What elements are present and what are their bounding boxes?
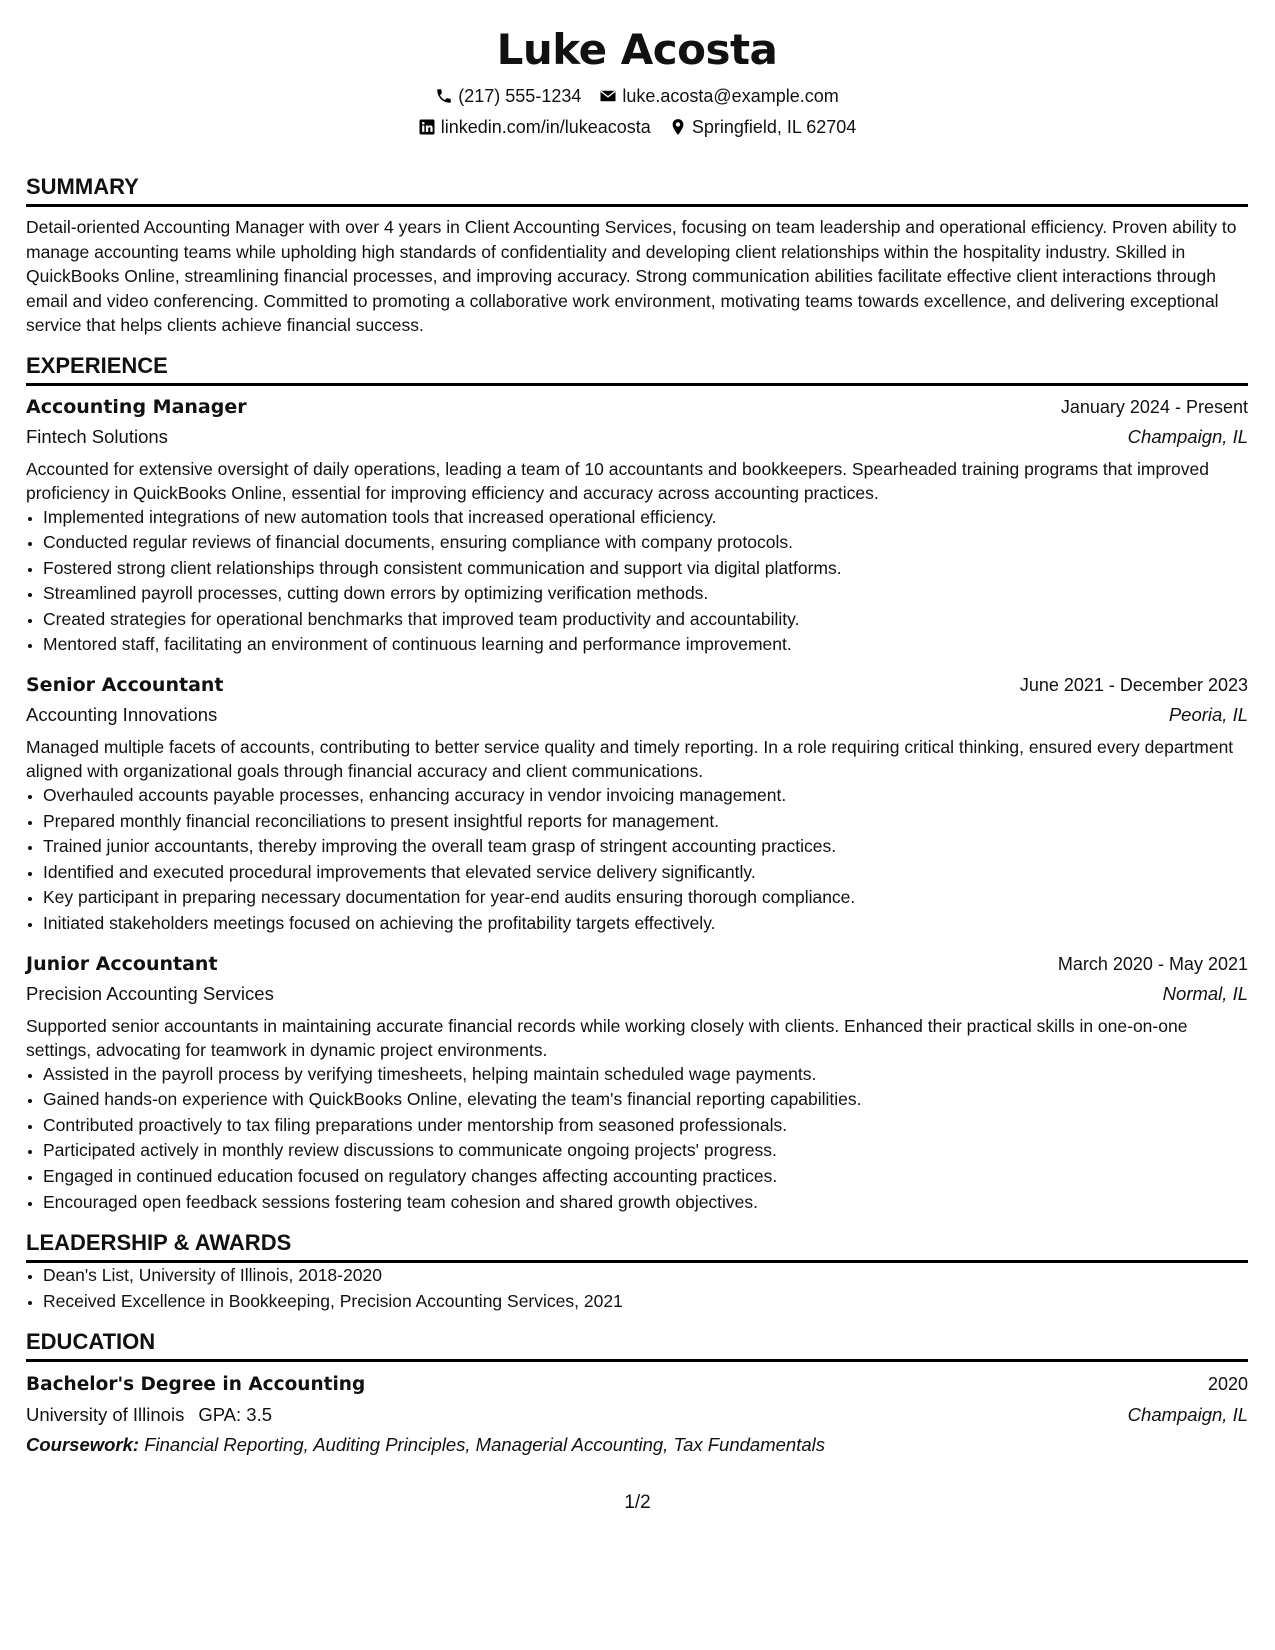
contact-row-secondary bbox=[26, 115, 1248, 139]
job-bullet: • Engaged in continued education focused on regulatory changes affecting accounting practices. bbox=[43, 1164, 1248, 1190]
contact-row-primary bbox=[26, 84, 1248, 108]
job-bullet: • Assisted in the payroll process by verifying timesheets, helping maintain scheduled wage payments. bbox=[43, 1062, 1248, 1088]
linkedin-text: linkedin.com/in/lukeacosta bbox=[440, 117, 651, 137]
job-description: Supported senior accountants in maintaining accurate financial records while working closely with clients. Enhanced their practical skills in one-on-one settings, advocating for teamwork in dynamic project environments. bbox=[26, 1015, 1188, 1060]
leadership-item: • Received Excellence in Bookkeeping, Precision Accounting Services, 2021 bbox=[43, 1289, 1248, 1315]
job-bullet: • Conducted regular reviews of financial documents, ensuring compliance with company protocols. bbox=[43, 530, 1248, 556]
job-bullet: • Participated actively in monthly review discussions to communicate ongoing projects' progress. bbox=[43, 1138, 1248, 1164]
contact-location bbox=[669, 115, 856, 139]
job-entry bbox=[26, 392, 1248, 659]
education-gpa: GPA: 3.5 bbox=[198, 1404, 273, 1426]
linkedin-icon bbox=[418, 118, 436, 136]
job-company: Accounting Innovations bbox=[26, 704, 218, 726]
coursework-label: Coursework: bbox=[26, 1434, 140, 1456]
job-bullets bbox=[26, 1062, 1248, 1216]
leadership-list bbox=[26, 1263, 1248, 1314]
job-bullet: • Contributed proactively to tax filing preparations under mentorship from seasoned professionals. bbox=[43, 1113, 1248, 1139]
candidate-name: Luke Acosta bbox=[496, 25, 778, 74]
job-bullet: • Encouraged open feedback sessions fostering team cohesion and shared growth objectives. bbox=[43, 1190, 1248, 1216]
section-title-education: EDUCATION bbox=[26, 1328, 1248, 1362]
job-bullets bbox=[26, 783, 1248, 937]
education-entry bbox=[26, 1369, 1248, 1460]
education-degree: Bachelor's Degree in Accounting bbox=[26, 1374, 366, 1396]
job-location: Peoria, IL bbox=[1168, 704, 1248, 726]
education-location: Champaign, IL bbox=[1127, 1404, 1248, 1426]
contact-linkedin[interactable] bbox=[418, 115, 651, 139]
job-company: Fintech Solutions bbox=[26, 425, 168, 447]
email-text: luke.acosta@example.com bbox=[622, 86, 839, 106]
job-bullet: • Prepared monthly financial reconciliations to present insightful reports for management. bbox=[43, 809, 1248, 835]
section-title-experience: EXPERIENCE bbox=[26, 352, 1248, 386]
job-bullet: • Overhauled accounts payable processes, enhancing accuracy in vendor invoicing management. bbox=[43, 783, 1248, 809]
leadership-item: • Dean's List, University of Illinois, 2018-2020 bbox=[43, 1263, 1248, 1289]
job-title: Senior Accountant bbox=[26, 674, 224, 697]
job-entry bbox=[26, 949, 1248, 1216]
map-pin-icon bbox=[669, 118, 687, 136]
contact-email[interactable] bbox=[599, 84, 838, 108]
job-location: Normal, IL bbox=[1162, 982, 1248, 1004]
job-dates: June 2021 - December 2023 bbox=[1019, 675, 1248, 696]
education-coursework bbox=[26, 1430, 1248, 1460]
job-entry bbox=[26, 670, 1248, 937]
resume-content bbox=[26, 0, 1248, 1460]
phone-text: (217) 555-1234 bbox=[458, 86, 582, 106]
job-bullets bbox=[26, 505, 1248, 659]
job-title: Junior Accountant bbox=[26, 952, 218, 975]
education-school-line bbox=[26, 1401, 272, 1429]
job-dates: January 2024 - Present bbox=[1060, 396, 1248, 417]
job-bullet: • Trained junior accountants, thereby improving the overall team grasp of stringent accounting practices. bbox=[43, 834, 1248, 860]
contact-phone[interactable] bbox=[435, 84, 581, 108]
page-number: 1/2 bbox=[624, 1492, 651, 1513]
job-bullet: • Fostered strong client relationships through consistent communication and support via digital platforms. bbox=[43, 556, 1248, 582]
job-company: Precision Accounting Services bbox=[26, 982, 274, 1004]
job-bullet: • Implemented integrations of new automation tools that increased operational efficiency. bbox=[43, 505, 1248, 531]
job-bullet: • Created strategies for operational benchmarks that improved team productivity and accountability. bbox=[43, 607, 1248, 633]
job-location: Champaign, IL bbox=[1127, 425, 1248, 447]
job-bullet: • Gained hands-on experience with QuickBooks Online, elevating the team's financial reporting capabilities. bbox=[43, 1087, 1248, 1113]
job-dates: March 2020 - May 2021 bbox=[1057, 953, 1248, 974]
job-description: Accounted for extensive oversight of daily operations, leading a team of 10 accountants and bookkeepers. Spearheaded training programs that improved proficiency in QuickBooks Online, essential for improving efficiency and accuracy across accounting practices. bbox=[26, 458, 1209, 503]
education-year: 2020 bbox=[1207, 1374, 1248, 1395]
job-bullet: • Key participant in preparing necessary documentation for year-end audits ensuring thorough compliance. bbox=[43, 885, 1248, 911]
education-school: University of Illinois bbox=[26, 1404, 185, 1426]
phone-icon bbox=[435, 87, 453, 105]
section-title-leadership: LEADERSHIP & AWARDS bbox=[26, 1229, 1248, 1263]
section-title-summary: SUMMARY bbox=[26, 173, 1248, 207]
job-bullet: • Initiated stakeholders meetings focused on achieving the profitability targets effectively. bbox=[43, 911, 1248, 937]
summary-text: Detail-oriented Accounting Manager with over 4 years in Client Accounting Services, focusing on team leadership and operational efficiency. Proven ability to manage accounting teams while upholding high standards of confidentiality and developing client relationships within the hospitality industry. Skilled in QuickBooks Online, streamlining financial processes, and improving accuracy. Strong communication abilities facilitate effective client interactions through email and video conferencing. Committed to promoting a collaborative work environment, motivating teams towards excellence, and delivering exceptional service that helps clients achieve financial success. bbox=[26, 217, 1237, 335]
job-title: Accounting Manager bbox=[26, 395, 247, 418]
job-description: Managed multiple facets of accounts, contributing to better service quality and timely reporting. In a role requiring critical thinking, ensured every department aligned with organizational goals through financial accuracy and client communications. bbox=[26, 737, 1234, 782]
job-bullet: • Streamlined payroll processes, cutting down errors by optimizing verification methods. bbox=[43, 581, 1248, 607]
job-bullet: • Mentored staff, facilitating an environment of continuous learning and performance improvement. bbox=[43, 632, 1248, 658]
location-text: Springfield, IL 62704 bbox=[691, 117, 857, 137]
job-bullet: • Identified and executed procedural improvements that elevated service delivery significantly. bbox=[43, 860, 1248, 886]
envelope-icon bbox=[599, 87, 617, 105]
coursework-list: Financial Reporting, Auditing Principles, Managerial Accounting, Tax Fundamentals bbox=[144, 1434, 825, 1456]
